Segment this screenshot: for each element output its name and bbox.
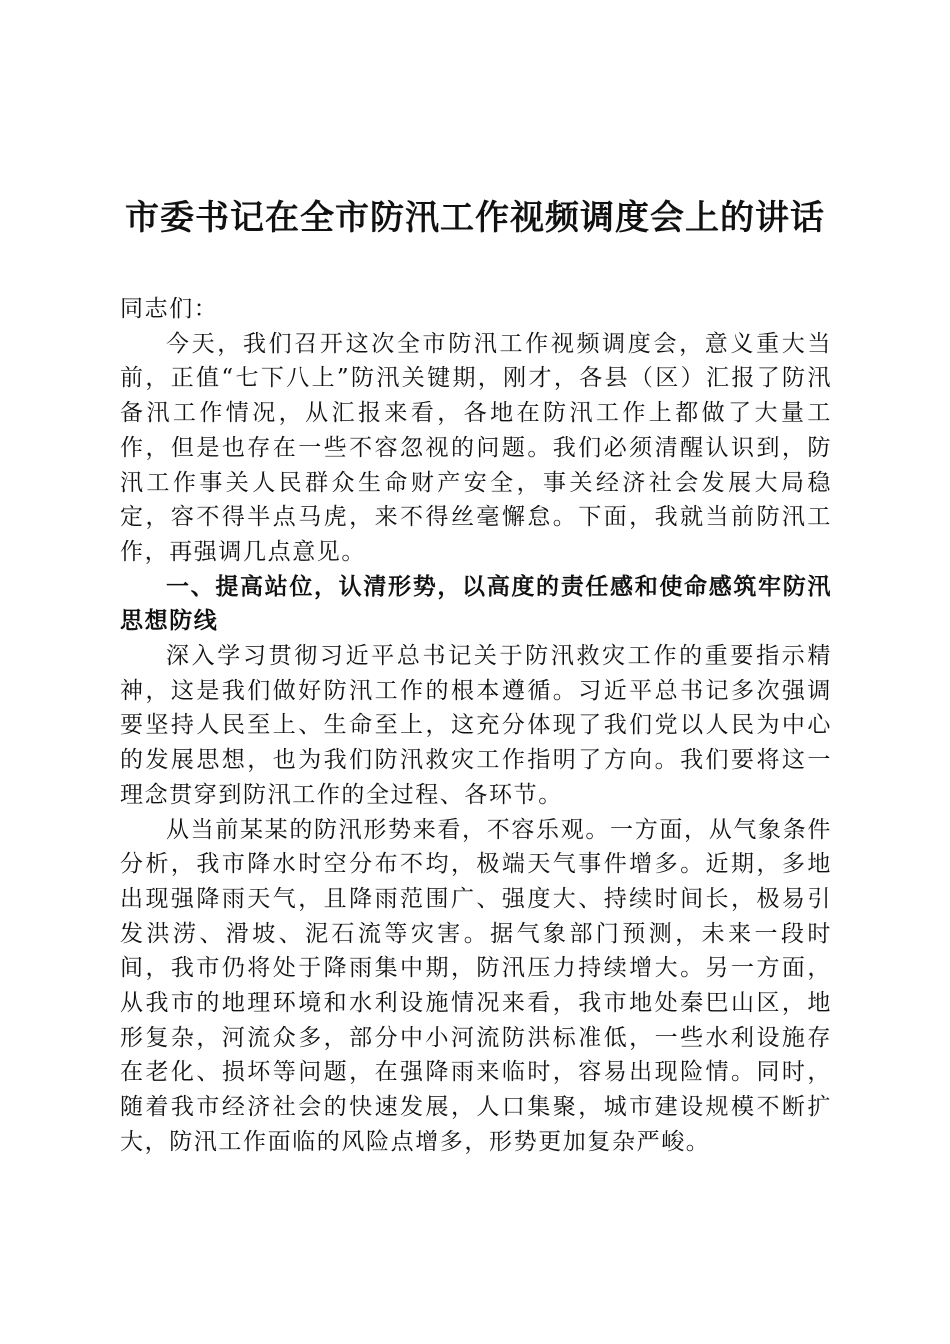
body-paragraph: 从当前某某的防汛形势来看，不容乐观。一方面，从气象条件分析，我市降水时空分布不均，极端天气事件增多。近期，多地出现强降雨天气，且降雨范围广、强度大、持续时间长，极易引发洪涝、滑坡、泥石流等灾害。据气象部门预测，未来一段时间，我市仍将处于降雨集中期，防汛压力持续增大。另一方面，从我市的地理环境和水利设施情况来看，我市地处秦巴山区，地形复杂，河流众多，部分中小河流防洪标准低，一些水利设施存在老化、损坏等问题，在强降雨来临时，容易出现险情。同时，随着我市经济社会的快速发展，人口集聚，城市建设规模不断扩大，防汛工作面临的风险点增多，形势更加复杂严峻。 xyxy=(120,816,832,1155)
body-paragraph: 深入学习贯彻习近平总书记关于防汛救灾工作的重要指示精神，这是我们做好防汛工作的根本遵循。习近平总书记多次强调要坚持人民至上、生命至上，这充分体现了我们党以人民为中心的发展思想，也为我们防汛救灾工作指明了方向。我们要将这一理念贯穿到防汛工作的全过程、各环节。 xyxy=(120,643,832,808)
salutation: 同志们： xyxy=(120,296,219,322)
body-paragraph: 今天，我们召开这次全市防汛工作视频调度会，意义重大当前，正值“七下八上”防汛关键期，刚才，各县（区）汇报了防汛备汛工作情况，从汇报来看，各地在防汛工作上都做了大量工作，但是也存在一些不容忽视的问题。我们必须清醒认识到，防汛工作事关人民群众生命财产安全，事关经济社会发展大局稳定，容不得半点马虎，来不得丝毫懈怠。下面，我就当前防汛工作，再强调几点意见。 xyxy=(120,330,832,565)
document-body xyxy=(120,292,832,1160)
document-title: 市委书记在全市防汛工作视频调度会上的讲话 xyxy=(125,198,825,238)
section-heading: 一、提高站位，认清形势，以高度的责任感和使命感筑牢防汛思想防线 xyxy=(120,573,832,635)
